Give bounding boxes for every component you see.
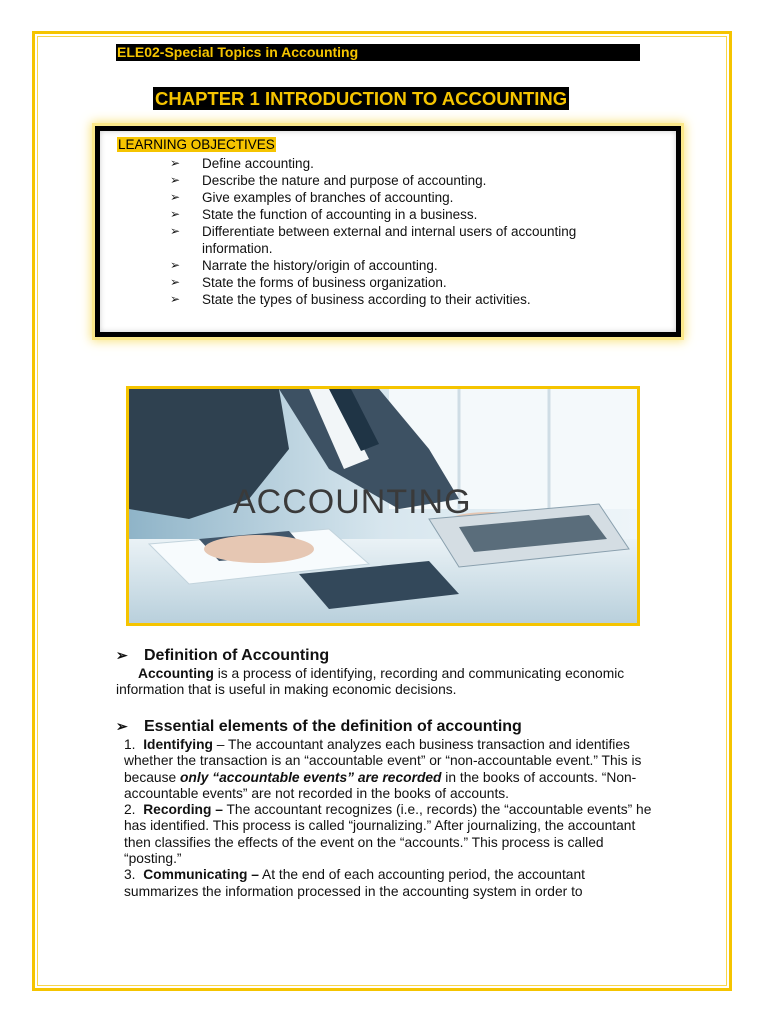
elements-section <box>116 716 656 900</box>
arrow-bullet-icon: ➢ <box>170 207 181 221</box>
arrow-bullet-icon: ➢ <box>170 156 181 170</box>
chapter-title: CHAPTER 1 INTRODUCTION TO ACCOUNTING <box>155 88 568 109</box>
definition-text: Accounting is a process of identifying, recording and communicating economic information that is useful in making economic decisions. <box>116 666 625 698</box>
objective-item: ➢ Differentiate between external and internal users of accounting information. <box>170 224 577 256</box>
arrow-bullet-icon: ➢ <box>170 173 181 187</box>
course-title-bar <box>116 44 640 61</box>
objective-item: ➢ Define accounting. <box>170 156 314 171</box>
arrow-bullet-icon: ➢ <box>170 258 181 272</box>
definition-section <box>116 645 656 699</box>
accounting-caption: ACCOUNTING <box>233 483 472 521</box>
accounting-illustration <box>129 389 637 623</box>
definition-heading: ➢ Definition of Accounting <box>116 647 330 664</box>
course-title: ELE02-Special Topics in Accounting <box>117 44 359 60</box>
learning-objectives-box <box>95 126 681 337</box>
objective-item: ➢ Give examples of branches of accounting. <box>170 190 454 205</box>
element-item-identifying: 1. Identifying – The accountant analyzes each business transaction and identifies whether the transaction is an “accountable event” or “non-accountable event.” This is because only “accountable events” are recorded in the books of accounts. “Non-accountable events” are not recorded in the books of accounts. <box>124 737 642 801</box>
objective-item: ➢ Describe the nature and purpose of accounting. <box>170 173 487 188</box>
objective-item: ➢ Narrate the history/origin of accounting. <box>170 258 438 273</box>
arrow-bullet-icon: ➢ <box>116 718 128 734</box>
elements-heading: ➢ Essential elements of the definition of accounting <box>116 718 522 735</box>
learning-objectives-list <box>170 155 640 308</box>
arrow-bullet-icon: ➢ <box>116 647 128 663</box>
learning-objectives-heading: LEARNING OBJECTIVES <box>118 137 275 152</box>
objective-item: ➢ State the types of business according to their activities. <box>170 292 531 307</box>
element-item-communicating: 3. Communicating – At the end of each accounting period, the accountant summarizes the information processed in the accounting system in order to <box>124 867 585 899</box>
accounting-photo <box>126 386 640 626</box>
arrow-bullet-icon: ➢ <box>170 292 181 306</box>
objective-item: ➢ State the forms of business organization. <box>170 275 447 290</box>
element-item-recording: 2. Recording – The accountant recognizes (i.e., records) the “accountable events” he has identified. This process is called “journalizing.” After journalizing, the accountant then classifies the effects of the event on the “accounts.” This process is called “posting.” <box>124 802 652 867</box>
objective-item: ➢ State the function of accounting in a business. <box>170 207 478 222</box>
arrow-bullet-icon: ➢ <box>170 224 181 238</box>
arrow-bullet-icon: ➢ <box>170 190 181 204</box>
arrow-bullet-icon: ➢ <box>170 275 181 289</box>
